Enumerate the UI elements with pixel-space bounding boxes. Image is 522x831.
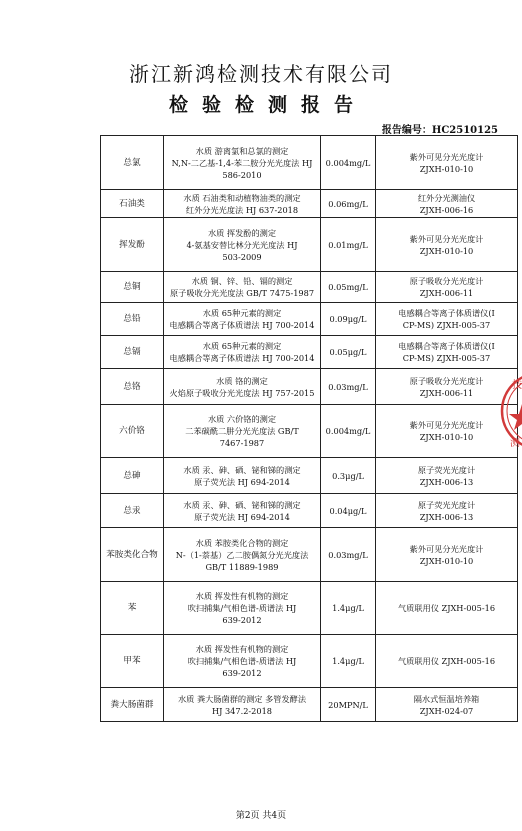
method-line: 水质 汞、砷、硒、铋和锑的测定 xyxy=(183,464,301,475)
instrument-line: ZJXH-006-11 xyxy=(419,288,474,298)
method-line: N,N-二乙基-1,4-苯二胺分光光度法 HJ xyxy=(171,157,313,168)
instrument-line: ZJXH-006-11 xyxy=(419,387,474,398)
method-cell xyxy=(164,494,321,528)
method-line: HJ 347.2-2018 xyxy=(211,705,273,716)
method-cell xyxy=(164,528,321,582)
method-line: 二苯碳酰二肼分光光度法 GB/T xyxy=(185,426,299,436)
item-cell: 总铜 xyxy=(101,272,164,303)
instrument-cell xyxy=(376,635,518,688)
report-title: 检验检测报告 xyxy=(168,94,367,116)
detection-limit-cell: 0.03mg/L xyxy=(321,369,376,405)
instrument-line: ZJXH-006-13 xyxy=(419,511,474,522)
detection-limit-cell: 0.04μg/L xyxy=(321,494,376,528)
table-row xyxy=(101,369,518,405)
method-line: GB/T 11889-1989 xyxy=(205,561,279,572)
item-cell: 甲苯 xyxy=(101,635,164,688)
item-cell: 挥发酚 xyxy=(101,218,164,272)
instrument-cell xyxy=(376,272,518,303)
table-row xyxy=(101,528,518,582)
seal-stamp xyxy=(500,356,522,466)
method-line: 水质 石油类和动植物油类的测定 xyxy=(183,192,301,203)
report-number-label: 报告编号： xyxy=(381,125,432,136)
method-cell xyxy=(164,582,321,635)
instrument-line: ZJXH-010-10 xyxy=(419,555,474,566)
method-line: 红外分光光度法 HJ 637-2018 xyxy=(185,204,299,215)
method-line: 水质 65种元素的测定 xyxy=(202,308,282,318)
results-table-body xyxy=(101,136,518,722)
method-line: 水质 游离氯和总氯的测定 xyxy=(195,145,289,156)
method-line: 639-2012 xyxy=(222,668,262,678)
svg-text:技: 技 xyxy=(512,380,522,391)
page-footer: 第2页 共4页 xyxy=(235,811,287,821)
method-cell xyxy=(164,136,321,190)
item-cell: 苯胺类化合物 xyxy=(101,528,164,582)
method-line: 吹扫捕集/气相色谱-质谱法 HJ xyxy=(187,656,297,666)
table-row xyxy=(101,136,518,190)
detection-limit-cell: 1.4μg/L xyxy=(321,635,376,688)
method-line: 水质 65种元素的测定 xyxy=(202,341,282,351)
method-line: 原子吸收分光光度法 GB/T 7475-1987 xyxy=(169,288,315,298)
instrument-line: ZJXH-010-10 xyxy=(419,432,474,442)
instrument-line: 紫外可见分光光度计 xyxy=(409,233,484,244)
report-number xyxy=(382,121,498,136)
item-cell: 总氯 xyxy=(101,136,164,190)
method-line: 水质 挥发性有机物的测定 xyxy=(195,591,289,601)
report-number-value: HC2510125 xyxy=(431,125,498,136)
instrument-cell xyxy=(376,494,518,528)
method-line: 水质 粪大肠菌群的测定 多管发酵法 xyxy=(177,693,307,704)
instrument-line: 气质联用仪 ZJXH-005-16 xyxy=(397,603,496,613)
method-line: 火焰原子吸收分光光度法 HJ 757-2015 xyxy=(169,387,315,398)
method-line: 水质 挥发酚的测定 xyxy=(207,227,277,238)
instrument-cell xyxy=(376,405,518,458)
detection-limit-cell: 0.004mg/L xyxy=(321,136,376,190)
item-cell: 苯 xyxy=(101,582,164,635)
instrument-cell xyxy=(376,458,518,494)
method-cell xyxy=(164,218,321,272)
instrument-line: CP-MS) ZJXH-005-37 xyxy=(402,353,491,363)
method-cell xyxy=(164,458,321,494)
detection-limit-cell: 0.004mg/L xyxy=(321,405,376,458)
item-cell: 总铬 xyxy=(101,369,164,405)
item-cell: 总镉 xyxy=(101,336,164,369)
instrument-line: CP-MS) ZJXH-005-37 xyxy=(402,320,491,330)
instrument-line: 原子荧光光度计 xyxy=(417,464,476,475)
method-line: 639-2012 xyxy=(222,615,262,625)
instrument-line: ZJXH-006-16 xyxy=(419,204,474,215)
instrument-line: ZJXH-010-10 xyxy=(419,163,474,174)
instrument-line: ZJXH-006-13 xyxy=(419,476,474,487)
method-line: 586-2010 xyxy=(222,169,262,180)
method-line: 电感耦合等离子体质谱法 HJ 700-2014 xyxy=(169,353,315,363)
instrument-line: 原子吸收分光光度计 xyxy=(409,375,484,386)
instrument-line: 紫外可见分光光度计 xyxy=(409,543,484,554)
method-line: 吹扫捕集/气相色谱-质谱法 HJ xyxy=(187,603,297,613)
method-cell xyxy=(164,272,321,303)
method-line: 电感耦合等离子体质谱法 HJ 700-2014 xyxy=(169,320,315,330)
item-cell: 石油类 xyxy=(101,190,164,218)
method-line: 原子荧光法 HJ 694-2014 xyxy=(194,511,290,522)
table-row xyxy=(101,582,518,635)
instrument-cell xyxy=(376,218,518,272)
detection-limit-cell: 0.01mg/L xyxy=(321,218,376,272)
method-line: 水质 铜、锌、铅、镉的测定 xyxy=(191,276,293,286)
instrument-cell xyxy=(376,303,518,336)
item-cell: 总铅 xyxy=(101,303,164,336)
instrument-line: 电感耦合等离子体质谱仪(I xyxy=(398,341,495,351)
method-cell xyxy=(164,303,321,336)
item-cell: 总汞 xyxy=(101,494,164,528)
svg-text:测: 测 xyxy=(510,438,520,449)
method-line: 原子荧光法 HJ 694-2014 xyxy=(194,476,290,487)
instrument-cell xyxy=(376,336,518,369)
method-cell xyxy=(164,405,321,458)
detection-limit-cell: 20MPN/L xyxy=(321,688,376,722)
instrument-cell xyxy=(376,136,518,190)
table-row xyxy=(101,405,518,458)
instrument-cell xyxy=(376,190,518,218)
instrument-line: 原子荧光光度计 xyxy=(417,499,476,510)
method-line: 水质 苯胺类化合物的测定 xyxy=(195,537,289,548)
table-row xyxy=(101,336,518,369)
detection-limit-cell: 0.09μg/L xyxy=(321,303,376,336)
instrument-cell xyxy=(376,369,518,405)
method-cell xyxy=(164,336,321,369)
method-line: 水质 铬的测定 xyxy=(216,375,268,386)
instrument-line: 紫外可见分光光度计 xyxy=(409,420,484,430)
method-cell xyxy=(164,369,321,405)
detection-limit-cell: 0.3μg/L xyxy=(321,458,376,494)
method-cell xyxy=(164,190,321,218)
method-line: 水质 汞、砷、硒、铋和锑的测定 xyxy=(183,499,301,510)
method-line: 水质 挥发性有机物的测定 xyxy=(195,644,289,654)
table-row xyxy=(101,190,518,218)
detection-limit-cell: 0.05mg/L xyxy=(321,272,376,303)
instrument-line: 电感耦合等离子体质谱仪(I xyxy=(398,308,495,318)
instrument-cell xyxy=(376,688,518,722)
table-row xyxy=(101,494,518,528)
method-line: 4-氨基安替比林分光光度法 HJ xyxy=(186,239,298,250)
method-cell xyxy=(164,688,321,722)
item-cell: 六价铬 xyxy=(101,405,164,458)
item-cell: 粪大肠菌群 xyxy=(101,688,164,722)
table-row xyxy=(101,303,518,336)
instrument-line: 隔水式恒温培养箱 xyxy=(413,693,480,704)
table-row xyxy=(101,635,518,688)
instrument-line: 气质联用仪 ZJXH-005-16 xyxy=(397,656,496,666)
table-row xyxy=(101,458,518,494)
detection-limit-cell: 0.06mg/L xyxy=(321,190,376,218)
method-line: 503-2009 xyxy=(222,251,262,262)
instrument-cell xyxy=(376,528,518,582)
method-cell xyxy=(164,635,321,688)
method-line: 水质 六价铬的测定 xyxy=(207,414,277,424)
instrument-line: ZJXH-024-07 xyxy=(419,705,474,716)
table-row xyxy=(101,688,518,722)
results-table xyxy=(100,135,518,722)
table-row xyxy=(101,272,518,303)
instrument-line: 原子吸收分光光度计 xyxy=(409,276,484,286)
method-line: 7467-1987 xyxy=(219,438,265,448)
instrument-line: 红外分光测油仪 xyxy=(417,192,476,203)
detection-limit-cell: 0.05μg/L xyxy=(321,336,376,369)
instrument-line: ZJXH-010-10 xyxy=(419,245,474,256)
company-name: 浙江新鸿检测技术有限公司 xyxy=(129,62,393,86)
instrument-cell xyxy=(376,582,518,635)
instrument-line: 紫外可见分光光度计 xyxy=(409,151,484,162)
method-line: N-（1-萘基）乙二胺偶氮分光光度法 xyxy=(175,549,309,560)
detection-limit-cell: 0.03mg/L xyxy=(321,528,376,582)
detection-limit-cell: 1.4μg/L xyxy=(321,582,376,635)
table-row xyxy=(101,218,518,272)
item-cell: 总砷 xyxy=(101,458,164,494)
